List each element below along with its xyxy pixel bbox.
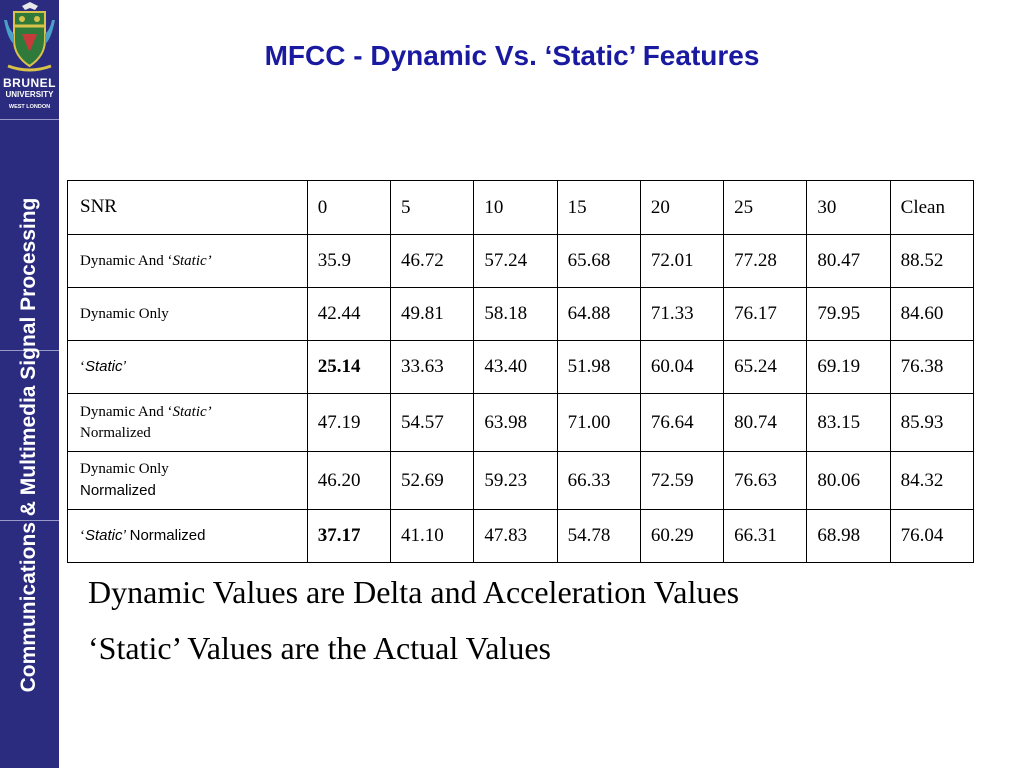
table-cell: 46.20 [307,452,390,510]
results-table [67,180,974,563]
row-label [68,341,308,394]
table-cell: 79.95 [807,288,890,341]
table-header-row [68,181,974,235]
table-cell: 47.83 [474,510,557,563]
logo-line-3: WEST LONDON [8,104,51,110]
note-static: ‘Static’ Values are the Actual Values [88,630,551,666]
table-cell: 83.15 [807,394,890,452]
table-cell: 76.04 [890,510,973,563]
table-cell: 80.74 [724,394,807,452]
header-cell: 30 [807,181,890,235]
table-cell: 84.60 [890,288,973,341]
row-label-text: Dynamic And ‘ [80,252,173,269]
row-label-static: Static’ [172,403,212,420]
table-cell: 80.06 [807,452,890,510]
table-cell: 72.01 [640,235,723,288]
table-cell: 47.19 [307,394,390,452]
header-label: SNR [68,181,308,235]
table-cell: 65.24 [724,341,807,394]
sidebar [0,0,59,768]
table-cell: 77.28 [724,235,807,288]
table-cell: 33.63 [391,341,474,394]
table-cell: 54.78 [557,510,640,563]
row-label-static: Static’ [172,252,212,269]
table-cell: 84.32 [890,452,973,510]
table-cell-highlight: 37.17 [307,510,390,563]
university-logo [0,0,59,118]
table-cell: 88.52 [890,235,973,288]
row-label [68,394,308,452]
table-cell: 58.18 [474,288,557,341]
table-cell: 66.31 [724,510,807,563]
sidebar-vertical-title: Communications & Multimedia Signal Processing [17,197,40,693]
row-label-text: Dynamic Only [80,461,169,477]
note-dynamic: Dynamic Values are Delta and Acceleration Values [88,574,740,610]
table-cell: 60.29 [640,510,723,563]
row-label [68,510,308,563]
table-cell: 63.98 [474,394,557,452]
table-cell: 59.23 [474,452,557,510]
logo-line-2: UNIVERSITY [5,90,54,99]
table-row [68,341,974,394]
row-label [68,235,308,288]
table-cell: 65.68 [557,235,640,288]
table-cell-highlight: 25.14 [307,341,390,394]
row-label-static: Static’ [85,527,126,544]
table-cell: 64.88 [557,288,640,341]
table-cell: 85.93 [890,394,973,452]
table-cell: 54.57 [391,394,474,452]
header-cell: 15 [557,181,640,235]
header-cell: Clean [890,181,973,235]
row-label [68,452,308,510]
table-row [68,288,974,341]
table-cell: 68.98 [807,510,890,563]
table-row [68,452,974,510]
table-cell: 51.98 [557,341,640,394]
header-cell: 20 [640,181,723,235]
table-cell: 72.59 [640,452,723,510]
table-cell: 60.04 [640,341,723,394]
table-cell: 43.40 [474,341,557,394]
table-cell: 41.10 [391,510,474,563]
slide-title: MFCC - Dynamic Vs. ‘Static’ Features [264,40,760,71]
table-cell: 76.38 [890,341,973,394]
row-label-text: Dynamic And ‘ [80,403,173,420]
row-label-text: ‘ [80,359,85,375]
table-cell: 46.72 [391,235,474,288]
row-label-normalized: Normalized [80,424,151,441]
table-cell: 57.24 [474,235,557,288]
table-cell: 80.47 [807,235,890,288]
crest-icon [0,0,59,76]
table-cell: 76.63 [724,452,807,510]
header-cell: 5 [391,181,474,235]
row-label-text: ‘ [80,528,85,544]
row-label-static: Static’ [85,358,126,375]
table-cell: 66.33 [557,452,640,510]
header-cell: 25 [724,181,807,235]
table-cell: 52.69 [391,452,474,510]
table-cell: 35.9 [307,235,390,288]
logo-line-1: BRUNEL [3,76,56,90]
table-row [68,235,974,288]
row-label-text: Dynamic Only [80,305,169,322]
table-cell: 42.44 [307,288,390,341]
table-row [68,394,974,452]
table-cell: 76.64 [640,394,723,452]
header-cell: 10 [474,181,557,235]
table-row [68,510,974,563]
table-cell: 71.00 [557,394,640,452]
row-label-normalized: Normalized [80,482,156,499]
table-cell: 76.17 [724,288,807,341]
table-cell: 49.81 [391,288,474,341]
row-label [68,288,308,341]
table-cell: 71.33 [640,288,723,341]
header-cell: 0 [307,181,390,235]
row-label-normalized: Normalized [129,527,206,544]
table-cell: 69.19 [807,341,890,394]
sidebar-divider [0,119,59,120]
